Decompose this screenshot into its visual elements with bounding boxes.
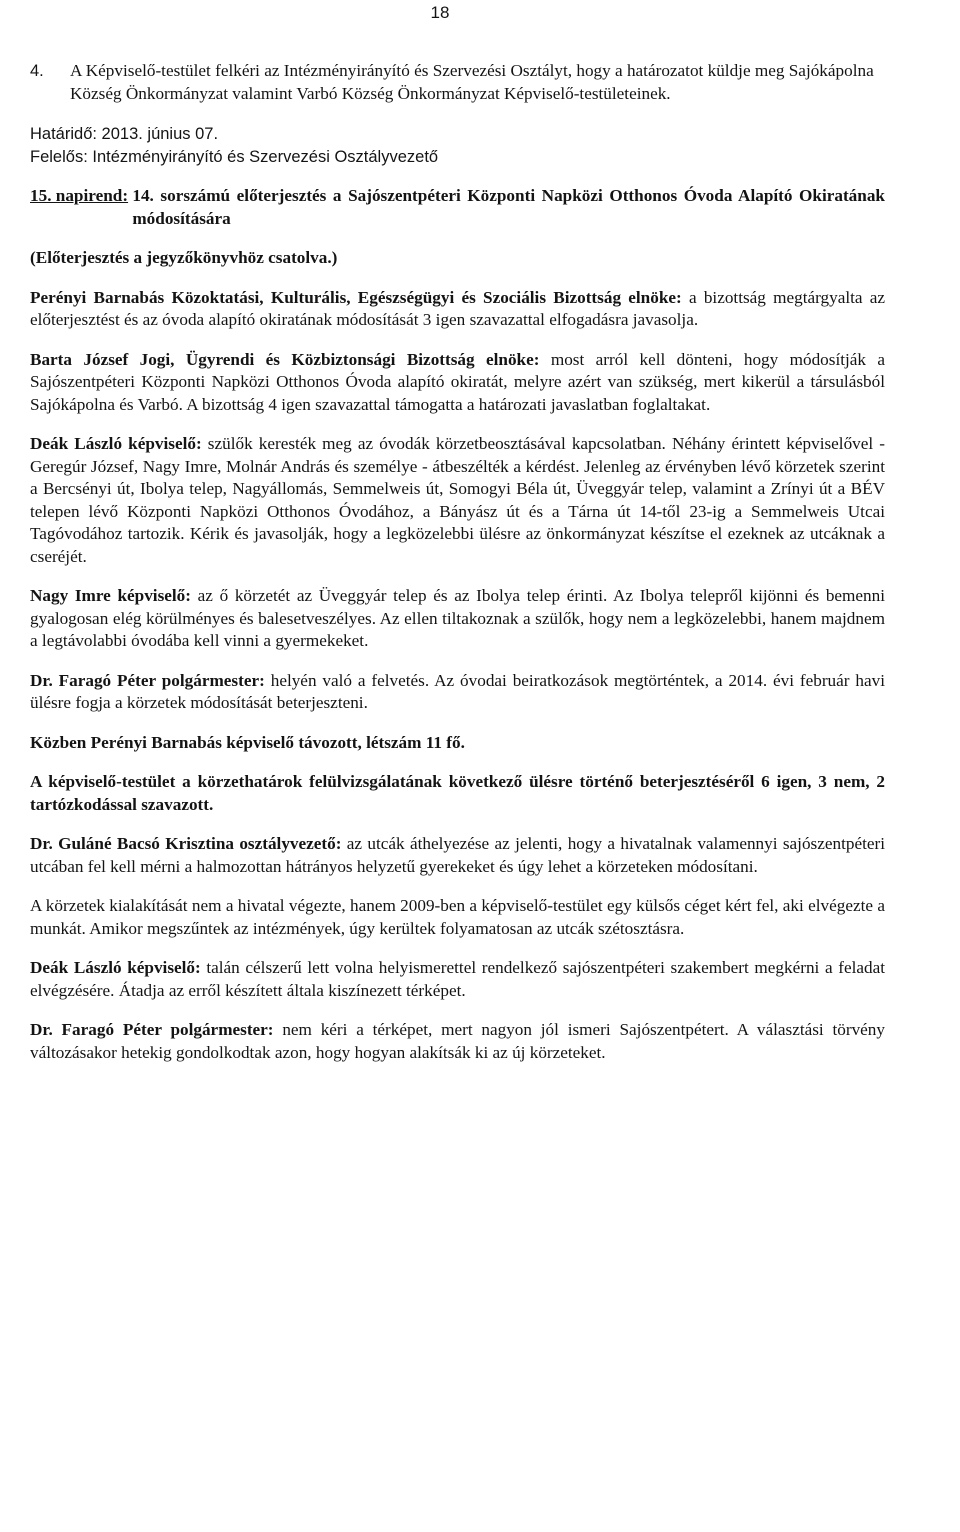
- speaker-name: Perényi Barnabás Közoktatási, Kulturális, Egészségügyi és Szociális Bizottság elnöke:: [30, 287, 682, 307]
- paragraph-gulane: [30, 833, 885, 878]
- item-number: 4.: [30, 62, 44, 80]
- deadline-date: Határidő: 2013. június 07.: [30, 125, 219, 143]
- paragraph-text: helyén való a felvetés. Az óvodai beiratkozások megtörténtek, a 2014. évi február havi ülésre fogja a körzetek módosítását beterjeszteni.: [30, 670, 885, 712]
- agenda-title: 14. sorszámú előterjesztés a Sajószentpéteri Központi Napközi Otthonos Óvoda Alapító Okiratának módosítására: [132, 186, 885, 228]
- paragraph-text: talán célszerű lett volna helyismerettel rendelkező sajószentpéteri szakembert megkérni a feladat elvégzésére. Átadja az erről készített általa kiszínezett térképet.: [30, 958, 885, 1000]
- paragraph-text: szülők keresték meg az óvodák körzetbeosztásával kapcsolatban. Néhány érintett képviselővel - Geregúr József, Nagy Imre, Molnár András és személye - átbeszélték a kérdést. Jelenleg az érvényben lévő körzetek szerint a Bercsényi út, Ibolya telep, Nagyállomás, Semmelweis út, Somogyi Béla út, Üveggyár telep, valamint a Zrínyi út a BÉV telepen lévő Központi Napközi Otthonos Óvodához, a Bányász út és a Tárna út 14-től 23-ig a Semmelweis Utcai Tagóvodához tartozik. Kérik és javasolják, hogy a legközelebbi ülésre az önkormányzat készítse el ezeknek az utcáknak a cseréjét.: [30, 434, 885, 566]
- speaker-name: Dr. Guláné Bacsó Krisztina osztályvezető:: [30, 834, 342, 853]
- paragraph-farago-2: [30, 1019, 885, 1064]
- paragraph-perenyi: [30, 287, 885, 332]
- paragraph-text: az utcák áthelyezése az jelenti, hogy a hivatalnak valamennyi sajószentpéteri utcában fel kell mérni a halmozottan hátrányos helyzetű gyerekeket és úgy lehet a körzeteken módosítani.: [30, 834, 885, 876]
- paragraph-text: A körzetek kialakítását nem a hivatal végezte, hanem 2009-ben a képviselő-testület egy külsős céget kért fel, aki elvégezte a munkát. Amikor megszűntek az intézmények, úgy kerültek folyamatosan az utcák szétosztásra.: [30, 896, 885, 938]
- speaker-name: Barta József Jogi, Ügyrendi és Közbiztonsági Bizottság elnöke:: [30, 349, 540, 369]
- paragraph-farago-1: [30, 670, 885, 715]
- paragraph-districts: [30, 895, 885, 940]
- paragraph-text: az ő körzetét az Üveggyár telep és az Ibolya telep érinti. Az Ibolya telepről kijönni és bemenni gyalogosan elég körülményes és balesetveszélyes. Az ellen tiltakoznak a szülők, hogy nem a legközelebbi, hanem majdnem a legtávolabbi óvodába kell vinni a gyermekeket.: [30, 586, 886, 650]
- notice-leaving: Közben Perényi Barnabás képviselő távozott, létszám 11 fő.: [30, 732, 465, 752]
- agenda-heading: [30, 185, 885, 230]
- deadline-responsible: Felelős: Intézményirányító és Szervezési Osztályvezető: [30, 147, 439, 166]
- speaker-name: Dr. Faragó Péter polgármester:: [30, 1020, 274, 1039]
- agenda-label: 15. napirend:: [30, 186, 129, 205]
- paragraph-text: a bizottság megtárgyalta az előterjesztést és az óvoda alapító okiratának módosítását 3 igen szavazattal elfogadásra javasolja.: [30, 287, 885, 329]
- paragraph-text: most arról kell dönteni, hogy módosítják a Sajószentpéteri Központi Napközi Otthonos Óvoda alapító okiratát, melyre azért van szükség, mert kikerül a társulásból Sajókápolna és Varbó. A bizottság 4 igen szavazattal támogatta a határozati javaslatban foglaltakat.: [30, 349, 886, 414]
- attachment-note: (Előterjesztés a jegyzőkönyvhöz csatolva.): [30, 248, 338, 267]
- item-text: A Képviselő-testület felkéri az Intézményirányító és Szervezési Osztályt, hogy a határozatot küldje meg Sajókápolna Község Önkormányzat valamint Varbó Község Önkormányzat Képviselő-testületeinek.: [70, 61, 874, 103]
- resolution-item-4: [30, 60, 885, 105]
- vote-result: A képviselő-testület a körzethatárok felülvizsgálatának következő ülésre történő beterjesztéséről 6 igen, 3 nem, 2 tartózkodással szavazott.: [30, 772, 885, 814]
- speaker-name: Dr. Faragó Péter polgármester:: [30, 670, 265, 690]
- paragraph-barta: [30, 349, 885, 417]
- deadline-block: [30, 123, 885, 168]
- paragraph-deak-1: [30, 433, 885, 568]
- document-body: [30, 60, 885, 1064]
- speaker-name: Deák László képviselő:: [30, 434, 202, 453]
- paragraph-nagy: [30, 585, 885, 653]
- paragraph-deak-2: [30, 957, 885, 1002]
- speaker-name: Deák László képviselő:: [30, 958, 201, 977]
- paragraph-text: nem kéri a térképet, mert nagyon jól ismeri Sajószentpétert. A választási törvény változásakor hetekig gondolkodtak azon, hogy hogyan alakítsák ki az új körzeteket.: [30, 1020, 885, 1062]
- page-number: 18: [430, 3, 450, 22]
- speaker-name: Nagy Imre képviselő:: [30, 586, 191, 605]
